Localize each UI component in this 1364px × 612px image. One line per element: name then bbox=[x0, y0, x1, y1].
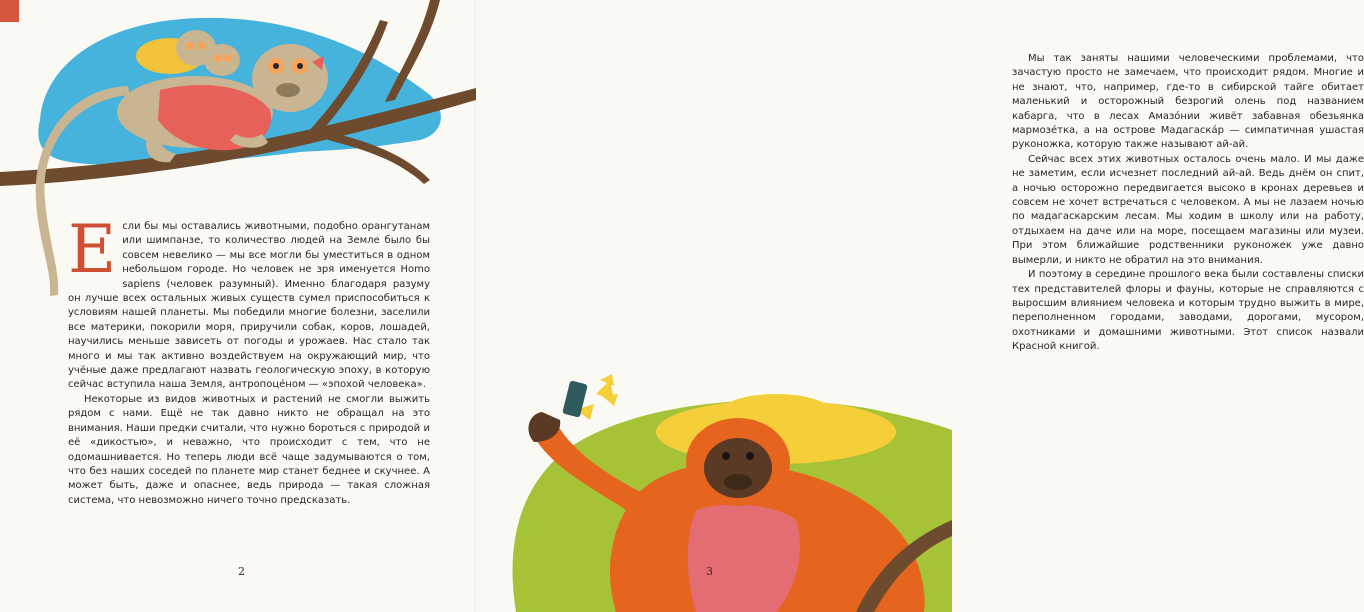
page-number-left: 2 bbox=[238, 565, 245, 578]
right-body-text bbox=[1012, 52, 1364, 355]
paragraph: Если бы мы оставались животными, подобно орангутанам или шимпанзе, то количество людей на Земле было бы совсем невелико — мы все могли бы уместиться в одном небольшом городе. Но человек не зря именуется Homo sapiens (человек разумный). Именно благодаря разуму он лучше всех остальных живых существ сумел приспособиться к условиям нашей планеты. Мы победили многие болезни, заселили все материки, покорили моря, приручили собак, коров, лошадей, научились меньше зависеть от погоды и урожаев. Нас стало так много и мы так активно воздействуем на окружающий мир, что учёные даже предлагают назвать геологическую эпоху, в которую сейчас вступила наша Земля, антропоцéном — «эпохой человека». bbox=[68, 211, 430, 391]
paragraph: И поэтому в середине прошлого века были составлены списки тех представителей флоры и фауны, которые не справляются с выросшим влиянием человека и которым трудно выжить в мире, переполненном городами, заводами, дорогами, мусором, охотниками и домашними животными. Этот список назвали Красной книгой. bbox=[1012, 269, 1364, 353]
orangutan-shirt bbox=[688, 505, 800, 612]
left-body-text bbox=[68, 211, 430, 508]
right-page bbox=[476, 0, 1364, 612]
monkey-head bbox=[252, 44, 328, 112]
page-number-right: 3 bbox=[706, 565, 713, 578]
orangutan-illustration bbox=[476, 370, 952, 612]
left-page bbox=[0, 0, 476, 612]
paragraph: Сейчас всех этих животных осталось очень мало. И мы даже не заметим, если исчезнет последний ай-ай. Ведь днём он спит, а ночью осторожно передвигается высоко в кронах деревьев и совсем не хочет встречаться с человеком. А мы не лазаем ночью по мадагаскарским лесам. Мы ходим в школу или на работу, отдыхаем на даче или на море, посещаем магазины или музеи. При этом ближайшие родственники руконожек уже давно вымерли, и никто не обратил на это внимания. bbox=[1012, 153, 1364, 266]
paragraph: Мы так заняты нашими человеческими проблемами, что зачастую просто не замечаем, что происходит рядом. Многие и не знают, что, например, где-то в сибирской тайге обитает маленький и осторожный безрогий олень под названием кабарга, что в лесах Амазóнии живёт забавная обезьянка мармозéтка, а на острове Мадагаскáр — симпатичная ушастая руконожка, которую также называют ай-ай. bbox=[1012, 53, 1364, 151]
dropcap: Е bbox=[68, 211, 117, 288]
paragraph: Некоторые из видов животных и растений не смогли выжить рядом с нами. Ещё не так давно никто не обращал на это внимания. Наши предки считали, что нужно бороться с природой и её «дикостью», и неважно, что происходит с тем, что не одомашнивается. Но теперь люди всё чаще задумываются о том, что без наших соседей по планете мир станет беднее и скучнее. А может быть, даже и опаснее, ведь природа — такая сложная система, что невозможно ничего точно предсказать. bbox=[68, 393, 430, 506]
